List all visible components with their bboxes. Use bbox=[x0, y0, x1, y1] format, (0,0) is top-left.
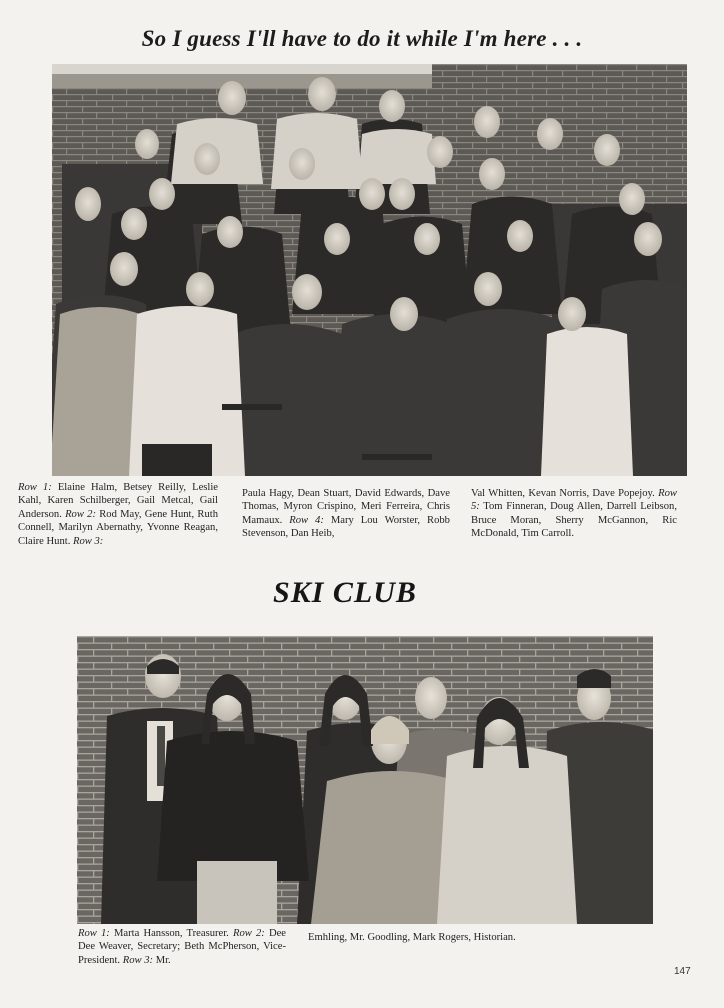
photo-2-caption-column-1 bbox=[78, 927, 286, 967]
row-marker: Row 1: bbox=[18, 482, 52, 493]
photo-1-caption-column-3 bbox=[471, 487, 677, 541]
row-marker: Row 1: bbox=[78, 928, 110, 939]
photo-1-caption-column-1 bbox=[18, 481, 218, 548]
page-number: 147 bbox=[674, 966, 691, 977]
group-photo-top-image bbox=[52, 64, 687, 476]
caption-text: Rod May, Gene Hunt, Ruth Connell, Marilyn Abernathy, Yvonne Reagan, Claire Hunt. bbox=[18, 508, 218, 547]
photo-1-caption-column-2 bbox=[242, 487, 450, 541]
caption-text: Emhling, Mr. Goodling, Mark Rogers, Historian. bbox=[308, 932, 516, 943]
row-marker: Row 4: bbox=[289, 514, 324, 526]
row-marker: Row 2: bbox=[232, 928, 265, 939]
photo-2-caption-column-2 bbox=[308, 931, 518, 944]
caption-text: Mary Lou Worster, Robb Stevenson, Dan Heib, bbox=[242, 514, 450, 540]
caption-text: Elaine Halm, Betsey Reilly, Leslie Kahl, Karen Schilberger, Gail Metcal, Gail Anderson. bbox=[18, 482, 218, 520]
group-photo-top bbox=[52, 64, 687, 476]
caption-text: Tom Finneran, Doug Allen, Darrell Leibson, Bruce Moran, Sherry McGannon, Ric McDonald, Tim Carroll. bbox=[471, 501, 677, 540]
caption-text: Mr. bbox=[153, 954, 171, 966]
caption-text: Val Whitten, Kevan Norris, Dave Popejoy. bbox=[471, 488, 659, 499]
page-headline: So I guess I'll have to do it while I'm here . . . bbox=[141, 26, 583, 51]
row-marker: Row 2: bbox=[65, 508, 96, 520]
row-marker: Row 3: bbox=[122, 954, 154, 966]
ski-club-officers-image bbox=[77, 636, 653, 924]
section-title: SKI CLUB bbox=[273, 576, 417, 609]
row-marker: Row 3: bbox=[73, 535, 104, 547]
caption-text: Paula Hagy, Dean Stuart, David Edwards, Dave Thomas, Myron Crispino, Meri Ferreira, Chris Mamaux. bbox=[242, 488, 450, 526]
caption-text: Dee Dee Weaver, Secretary; Beth McPherson, Vice-President. bbox=[78, 928, 287, 966]
row-marker: Row 5: bbox=[471, 488, 677, 513]
caption-text: Marta Hansson, Treasurer. bbox=[109, 928, 233, 939]
ski-club-officers-photo bbox=[77, 636, 653, 924]
